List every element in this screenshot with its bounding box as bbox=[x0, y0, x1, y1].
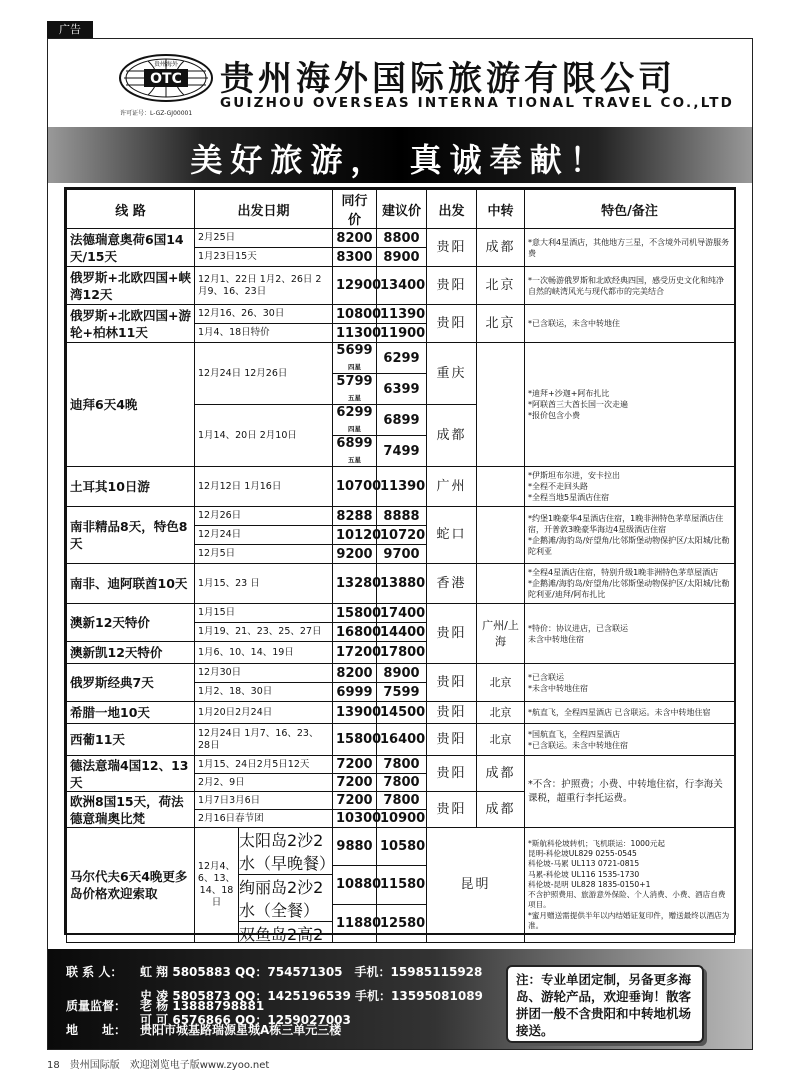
suggest-price: 8800 bbox=[377, 229, 427, 248]
depart-city: 广州 bbox=[427, 467, 477, 507]
contact-line: 虹 翔 5805883 QQ：754571305 手机：15985115928 bbox=[140, 965, 483, 979]
peer-price: 13900 bbox=[333, 702, 377, 724]
peer-price: 6999 bbox=[333, 683, 377, 702]
depart-city: 重庆 bbox=[427, 343, 477, 405]
route-note: *约堡1晚豪华4星酒店住宿，1晚非洲特色茅草屋酒店住宿，开普敦3晚豪华海边4星级酒店住宿 *企鹅滩/海豹岛/好望角/比邻斯堡动物保护区/太阳城/比勒陀利亚 bbox=[525, 507, 735, 564]
table-row bbox=[67, 305, 735, 324]
route-name: 俄罗斯+北欧四国+游轮+柏林11天 bbox=[67, 305, 195, 343]
quality-label: 质量监督： bbox=[66, 999, 127, 1013]
depart-city: 贵阳 bbox=[427, 229, 477, 267]
route-name: 希腊一地10天 bbox=[67, 702, 195, 724]
peer-price: 9880 bbox=[333, 828, 377, 866]
suggest-price: 11390 bbox=[377, 467, 427, 507]
route-table-frame bbox=[64, 187, 736, 944]
depart-date: 1月20日2月24日 bbox=[195, 702, 333, 724]
route-name: 俄罗斯+北欧四国+峡湾12天 bbox=[67, 267, 195, 305]
suggest-price: 6299 bbox=[377, 343, 427, 374]
suggest-price: 7599 bbox=[377, 683, 427, 702]
col-suggest-price: 建议价 bbox=[377, 190, 427, 229]
peer-price: 11880 bbox=[333, 904, 377, 942]
table-row bbox=[67, 724, 735, 756]
suggest-price: 17800 bbox=[377, 642, 427, 664]
col-from: 出发 bbox=[427, 190, 477, 229]
service-note: 注：专业单团定制，另备更多海岛、游轮产品，欢迎垂询！散客拼团一般不含贵阳和中转地机场接送。 bbox=[506, 965, 704, 1043]
suggest-price: 7800 bbox=[377, 792, 427, 810]
peer-price: 13280 bbox=[333, 564, 377, 604]
table-row bbox=[67, 564, 735, 604]
depart-date: 12月4、6、13、14、18日 bbox=[195, 828, 239, 942]
suggest-price: 7800 bbox=[377, 756, 427, 774]
table-row bbox=[67, 604, 735, 623]
depart-city: 贵阳 bbox=[427, 604, 477, 664]
suggest-price: 6399 bbox=[377, 374, 427, 405]
peer-price: 16800 bbox=[333, 623, 377, 642]
suggest-price: 8888 bbox=[377, 507, 427, 526]
island-list bbox=[239, 828, 336, 944]
depart-date: 1月7日3月6日 bbox=[195, 792, 333, 810]
transfer-city bbox=[477, 343, 525, 467]
peer-price: 10880 bbox=[333, 866, 377, 904]
suggest-price: 8900 bbox=[377, 664, 427, 683]
company-name-en: GUIZHOU OVERSEAS INTERNA TIONAL TRAVEL CO.,LTD bbox=[220, 95, 735, 111]
suggest-price: 11390 bbox=[377, 305, 427, 324]
route-name: 西葡11天 bbox=[67, 724, 195, 756]
table-row bbox=[67, 664, 735, 683]
license-number: 许可证号：L-GZ-GJ00001 bbox=[120, 110, 193, 117]
depart-city: 贵阳 bbox=[427, 305, 477, 343]
transfer-city: 北京 bbox=[477, 305, 525, 343]
depart-date: 1月4、18日特价 bbox=[195, 324, 333, 343]
route-name: 土耳其10日游 bbox=[67, 467, 195, 507]
peer-price: 8200 bbox=[333, 664, 377, 683]
route-note: *伊斯坦布尔进，安卡拉出 *全程不走回头路 *全程当地5星酒店住宿 bbox=[525, 467, 735, 507]
suggest-price: 13400 bbox=[377, 267, 427, 305]
table-header-row bbox=[67, 190, 735, 229]
peer-price-value: 5699 bbox=[336, 343, 373, 358]
route-note: *意大利4星酒店，其他地方三星，不含境外司机导游服务费 bbox=[525, 229, 735, 267]
maldives-date-island-cell bbox=[195, 828, 336, 944]
route-price-table bbox=[66, 189, 735, 943]
suggest-price: 12580 bbox=[377, 904, 427, 942]
depart-date: 1月2、18、30日 bbox=[195, 683, 333, 702]
hotel-grade: 四星 bbox=[348, 363, 361, 371]
quality-contact: 老 杨 13888798881 bbox=[140, 999, 265, 1013]
peer-price-value: 5799 bbox=[336, 374, 373, 389]
depart-date: 12月12日 1月16日 bbox=[195, 467, 333, 507]
depart-city: 成都 bbox=[427, 405, 477, 467]
suggest-price: 14400 bbox=[377, 623, 427, 642]
peer-price: 10300 bbox=[333, 810, 377, 828]
depart-city: 贵阳 bbox=[427, 792, 477, 828]
table-row bbox=[67, 828, 735, 866]
peer-price: 8200 bbox=[333, 229, 377, 248]
depart-date: 1月6、10、14、19日 bbox=[195, 642, 333, 664]
transfer-city: 北京 bbox=[477, 664, 525, 702]
suggest-price: 11900 bbox=[377, 324, 427, 343]
hotel-grade: 四星 bbox=[348, 425, 361, 433]
contact-line: 史 凌 5805873 QQ：1425196539 手机：13595081089 bbox=[140, 989, 483, 1003]
route-note: *不含：护照费；小费、中转地住宿，行李海关课税，超重行李托运费。 bbox=[525, 756, 735, 828]
depart-city: 贵阳 bbox=[427, 756, 477, 792]
suggest-price: 10580 bbox=[377, 828, 427, 866]
slogan-text: 美好旅游， 真诚奉献！ bbox=[190, 141, 610, 179]
route-note: *一次畅游俄罗斯和北欧经典四国，感受历史文化和纯净自然的峡湾风光与现代都市的完美结合 bbox=[525, 267, 735, 305]
peer-price-value: 6899 bbox=[336, 436, 373, 451]
peer-price: 7200 bbox=[333, 756, 377, 774]
transfer-city bbox=[477, 564, 525, 604]
contact-line: 可 可 6576866 QQ：1259027003 bbox=[140, 1013, 351, 1027]
depart-date: 12月5日 bbox=[195, 545, 333, 564]
transfer-city: 成都 bbox=[477, 792, 525, 828]
depart-date: 12月24日 1月7、16、23、28日 bbox=[195, 724, 333, 756]
route-name: 南非精品8天，特色8天 bbox=[67, 507, 195, 564]
depart-date: 12月1、22日 1月2、26日 2月9、16、23日 bbox=[195, 267, 333, 305]
peer-price bbox=[333, 374, 377, 405]
peer-price-value: 6299 bbox=[336, 405, 373, 420]
route-note: *已含联运，未含中转地住 bbox=[525, 305, 735, 343]
logo-text: OTC bbox=[150, 71, 182, 87]
address-text: 贵阳市城基路瑞源星城A栋三单元三楼 bbox=[140, 1023, 342, 1037]
peer-price bbox=[333, 405, 377, 436]
route-note: *斯航科伦坡转机；飞机联运：1000元起 昆明-科伦坡UL829 0255-0545 科伦坡-马累 UL113 0721-0815 马累-科伦坡 UL116 1535-1730 科伦坡-昆明 UL828 1835-0150+1 不含护照费用、旅游意外保险、个人消费、小费、酒店自费项目。 *蜜月赠送需提供半年以内结婚证复印件，赠送最终以酒店为准。 bbox=[525, 828, 735, 943]
route-note: *全程4星酒店住宿，特别升级1晚非洲特色茅草屋酒店 *企鹅滩/海豹岛/好望角/比邻斯堡动物保护区/太阳城/比勒陀利亚/迪拜/阿布扎比 bbox=[525, 564, 735, 604]
company-logo-icon bbox=[118, 53, 214, 103]
depart-date: 12月30日 bbox=[195, 664, 333, 683]
transfer-city: 成都 bbox=[477, 229, 525, 267]
suggest-price: 10720 bbox=[377, 526, 427, 545]
depart-date: 1月14、20日 2月10日 bbox=[195, 405, 333, 467]
route-note: *航直飞，全程四星酒店 已含联运。未含中转地住宿 bbox=[525, 702, 735, 724]
route-note: *国航直飞，全程四星酒店 *已含联运。未含中转地住宿 bbox=[525, 724, 735, 756]
logo-arc-text: 贵州海外 bbox=[153, 61, 179, 68]
route-name: 德法意瑞4国12、13天 bbox=[67, 756, 195, 792]
depart-city: 蛇口 bbox=[427, 507, 477, 564]
suggest-price: 17400 bbox=[377, 604, 427, 623]
route-name: 马尔代夫6天4晚更多岛价格欢迎索取 bbox=[67, 828, 195, 943]
suggest-price: 13880 bbox=[377, 564, 427, 604]
suggest-price: 10900 bbox=[377, 810, 427, 828]
peer-price: 10120 bbox=[333, 526, 377, 545]
peer-price: 10800 bbox=[333, 305, 377, 324]
depart-date: 1月15日 bbox=[195, 604, 333, 623]
peer-price: 7200 bbox=[333, 792, 377, 810]
island-name: 太阳岛2沙2水（早晚餐） bbox=[239, 828, 332, 875]
contact-label: 联 系 人： bbox=[66, 965, 123, 979]
col-route: 线 路 bbox=[67, 190, 195, 229]
peer-price bbox=[333, 343, 377, 374]
peer-price: 10700 bbox=[333, 467, 377, 507]
transfer-city bbox=[477, 507, 525, 564]
depart-date: 2月25日 bbox=[195, 229, 333, 248]
transfer-city bbox=[477, 467, 525, 507]
depart-city: 贵阳 bbox=[427, 664, 477, 702]
peer-price: 15800 bbox=[333, 604, 377, 623]
route-name: 法德瑞意奥荷6国14天/15天 bbox=[67, 229, 195, 267]
transfer-city: 广州/上海 bbox=[477, 604, 525, 664]
suggest-price: 6899 bbox=[377, 405, 427, 436]
table-row bbox=[67, 702, 735, 724]
depart-date: 1月15、24日2月5日12天 bbox=[195, 756, 333, 774]
depart-date: 12月24日 bbox=[195, 526, 333, 545]
col-note: 特色/备注 bbox=[525, 190, 735, 229]
transfer-city: 北京 bbox=[477, 267, 525, 305]
depart-date: 1月19、21、23、25、27日 bbox=[195, 623, 333, 642]
route-name: 俄罗斯经典7天 bbox=[67, 664, 195, 702]
hotel-grade: 五星 bbox=[348, 456, 361, 464]
table-row bbox=[67, 467, 735, 507]
island-name: 双鱼岛2高2 bbox=[239, 925, 324, 944]
website-link[interactable]: 欢迎浏览电子版www.zyoo.net bbox=[129, 1060, 270, 1071]
company-name-cn: 贵州海外国际旅游有限公司 bbox=[220, 59, 676, 99]
depart-date: 12月16、26、30日 bbox=[195, 305, 333, 324]
peer-price: 11300 bbox=[333, 324, 377, 343]
suggest-price: 9700 bbox=[377, 545, 427, 564]
route-name: 迪拜6天4晚 bbox=[67, 343, 195, 467]
peer-price: 9200 bbox=[333, 545, 377, 564]
col-peer-price: 同行价 bbox=[333, 190, 377, 229]
route-name: 欧洲8国15天，荷法德意瑞奥比梵 bbox=[67, 792, 195, 828]
transfer-city: 北京 bbox=[477, 724, 525, 756]
page-number: 18 bbox=[47, 1060, 60, 1071]
peer-price: 8288 bbox=[333, 507, 377, 526]
depart-date: 12月26日 bbox=[195, 507, 333, 526]
route-name: 澳新凯12天特价 bbox=[67, 642, 195, 664]
company-header bbox=[48, 39, 752, 123]
depart-city: 贵阳 bbox=[427, 702, 477, 724]
depart-date: 1月15、23 日 bbox=[195, 564, 333, 604]
ad-label: 广告 bbox=[47, 21, 93, 39]
depart-date: 12月24日 12月26日 bbox=[195, 343, 333, 405]
hotel-grade: 五星 bbox=[348, 394, 361, 402]
address-label: 地 址： bbox=[66, 1023, 127, 1037]
col-transfer: 中转 bbox=[477, 190, 525, 229]
col-date: 出发日期 bbox=[195, 190, 333, 229]
route-name: 澳新12天特价 bbox=[67, 604, 195, 642]
suggest-price: 16400 bbox=[377, 724, 427, 756]
transfer-city: 北京 bbox=[477, 702, 525, 724]
depart-date: 1月23日15天 bbox=[195, 248, 333, 267]
route-note: *迪拜+沙迦+阿布扎比 *阿联酋三大酋长国一次走遍 *报价包含小费 bbox=[525, 343, 735, 467]
suggest-price: 14500 bbox=[377, 702, 427, 724]
island-name: 绚丽岛2沙2水（全餐） bbox=[239, 875, 332, 922]
edition-name: 贵州国际版 bbox=[69, 1060, 120, 1071]
table-row bbox=[67, 343, 735, 374]
suggest-price: 8900 bbox=[377, 248, 427, 267]
peer-price: 15800 bbox=[333, 724, 377, 756]
depart-city: 昆明 bbox=[427, 828, 525, 943]
table-row bbox=[67, 267, 735, 305]
depart-city: 贵阳 bbox=[427, 267, 477, 305]
advertisement-frame bbox=[47, 38, 753, 1050]
suggest-price: 11580 bbox=[377, 866, 427, 904]
page-footer bbox=[47, 1056, 279, 1071]
table-row bbox=[67, 756, 735, 774]
table-row bbox=[67, 229, 735, 248]
peer-price: 8300 bbox=[333, 248, 377, 267]
depart-city: 贵阳 bbox=[427, 724, 477, 756]
depart-city: 香港 bbox=[427, 564, 477, 604]
table-row bbox=[67, 507, 735, 526]
slogan-banner bbox=[48, 127, 752, 183]
transfer-city: 成都 bbox=[477, 756, 525, 792]
suggest-price: 7499 bbox=[377, 436, 427, 467]
depart-date: 2月16日春节团 bbox=[195, 810, 333, 828]
peer-price: 17200 bbox=[333, 642, 377, 664]
peer-price: 12900 bbox=[333, 267, 377, 305]
route-note: *已含联运 *未含中转地住宿 bbox=[525, 664, 735, 702]
peer-price bbox=[333, 436, 377, 467]
suggest-price: 7800 bbox=[377, 774, 427, 792]
route-name: 南非、迪阿联酋10天 bbox=[67, 564, 195, 604]
depart-date: 2月2、9日 bbox=[195, 774, 333, 792]
route-note: *特价：协议进店，已含联运 未含中转地住宿 bbox=[525, 604, 735, 664]
peer-price: 7200 bbox=[333, 774, 377, 792]
